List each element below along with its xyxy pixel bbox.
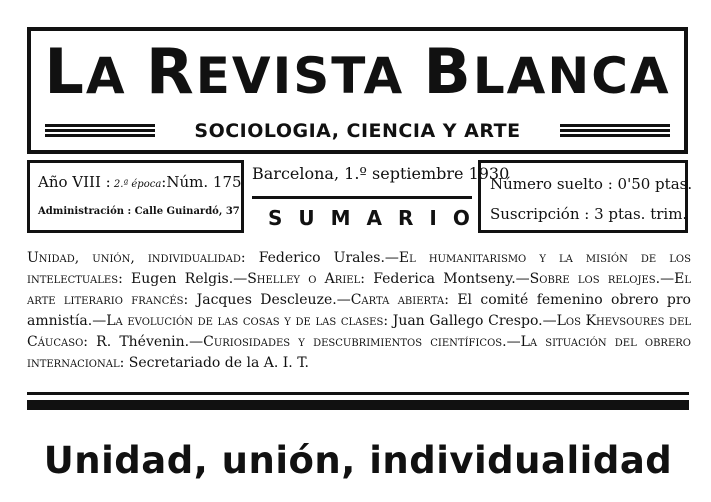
epoch-label: 2.ª época — [110, 179, 162, 190]
title-letters: LANCA — [472, 47, 671, 105]
toc-entry-author: Federica Montseny. — [373, 271, 516, 287]
toc-entry-author: Jacques Descleuze. — [196, 292, 337, 308]
subtitle-row — [31, 119, 684, 143]
thin-rule — [27, 392, 689, 395]
toc-paragraph: Unidad, unión, individualidad: Federico Urales.—El humanitarismo y la misión de los intelectuales: Eugen Relgis.—Shelley o Ariel: Federica Montseny.—Sobre los relojes.—El arte literario francés: Jacques Descleuze.—Carta abierta: El comité femenino obrero pro amnistía.—La evolución de las cosas y de las clases: Juan Gallego Crespo.—Los Khevsoures del Cáucaso: R. Thévenin.—Curiosidades y descubrimientos científicos.—La situación del obrero internacional: Secretariado de la A. I. T. — [27, 250, 692, 371]
toc-entry-author: Secretariado de la A. I. T. — [128, 355, 309, 371]
toc-entry-title: Curiosidades y descubrimientos científicos. — [203, 334, 507, 350]
sumario-rule — [252, 196, 472, 199]
title-letters: EVISTA — [195, 47, 424, 105]
toc-entry-author: El comité femenino obrero pro amnistía. — [27, 292, 691, 329]
sumario-heading: SUMARIO — [268, 206, 486, 230]
single-issue-price: Número suelto : 0'50 ptas. — [490, 175, 693, 193]
decorative-bars-right — [560, 124, 670, 138]
title-letters: A — [85, 47, 146, 105]
toc-entry-author: Federico Urales. — [258, 250, 385, 266]
administration-address: Administración : Calle Guinardó, 37 — [38, 206, 240, 217]
thick-rule — [27, 400, 689, 410]
masthead — [27, 27, 688, 154]
magazine-title — [31, 37, 684, 111]
toc-entry-title: Carta abierta — [350, 292, 445, 308]
price-box — [478, 160, 693, 233]
issue-number-box — [27, 160, 244, 233]
subscription-price: Suscripción : 3 ptas. trim. — [490, 205, 688, 223]
title-letter: B — [423, 35, 473, 108]
table-of-contents — [27, 248, 691, 374]
year-label: Año VIII : — [38, 173, 111, 191]
toc-entry-title: La situación del obrero internacional — [27, 334, 691, 371]
toc-entry-title: Unidad, unión, individualidad — [27, 250, 241, 266]
toc-entry-author: Juan Gallego Crespo. — [392, 313, 543, 329]
year-number-line — [38, 173, 242, 191]
toc-entry-title: Los Khevsoures del Cáucaso — [27, 313, 692, 350]
toc-entry-title: Shelley o Ariel — [247, 271, 361, 287]
magazine-subtitle: SOCIOLOGIA, CIENCIA Y ARTE — [194, 120, 521, 142]
toc-entry-title: La evolución de las cosas y de las clases — [106, 313, 384, 329]
article-headline: Unidad, unión, individualidad — [43, 439, 673, 482]
toc-entry-title: Sobre los relojes. — [529, 271, 661, 287]
issue-number: :Núm. 175 — [161, 173, 242, 191]
toc-entry-author: Eugen Relgis. — [131, 271, 234, 287]
toc-entry-title: El arte literario francés — [27, 271, 691, 308]
title-letter: L — [44, 35, 86, 108]
title-letter: R — [146, 35, 196, 108]
toc-entry-author: R. Thévenin. — [96, 334, 190, 350]
issue-date: Barcelona, 1.º septiembre 1930 — [252, 164, 510, 183]
toc-entry-title: El humanitarismo y la misión de los intelectuales — [27, 250, 691, 287]
